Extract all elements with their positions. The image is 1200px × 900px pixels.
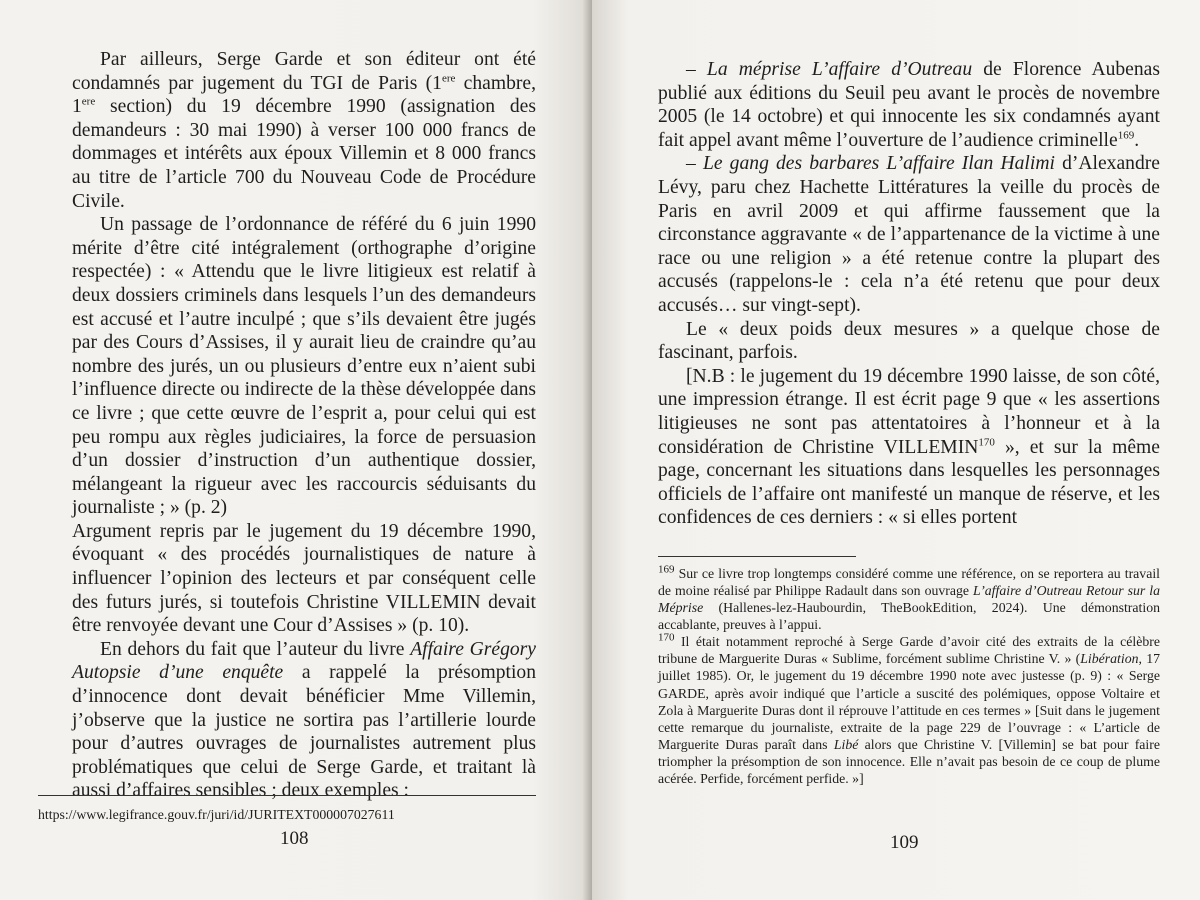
text-run: Argument repris par le jugement du 19 décembre 1990, évoquant « des procédés journalistiques de nature à influencer l’opinion des lecteurs et par conséquent celle des futurs jurés, si toutefois Christine VILLEMIN devait être renvoyée devant une Cour d’Assises » (p. 10). xyxy=(72,520,536,637)
footnote xyxy=(658,565,1160,633)
paragraph xyxy=(658,58,1160,152)
italic-text: Affaire Grégory Autopsie d’une enquête xyxy=(72,638,537,684)
paragraph xyxy=(658,318,1160,365)
footnote-ref: ere xyxy=(81,95,96,108)
text-run: Il était notamment reproché à Serge Garde d’avoir cité des extraits de la célèbre tribune de Marguerite Duras « Sublime, forcément sublime Christine V. » ( xyxy=(658,634,1160,667)
right-page xyxy=(592,0,1200,900)
text-run: , 17 juillet 1985). Or, le jugement du 19 décembre 1990 note avec justesse (p. 9) : « Serge GARDE, après avoir indiqué que l’article a suscité des polémiques, oppose Voltaire et Zola à Marguerite Duras dont il réprouve l’attitude en ces termes » [Suit dans le jugement cette remarque du journaliste, extraite de la page 229 de l’ouvrage : « L’article de Marguerite Duras paraît dans xyxy=(658,651,1160,752)
paragraph xyxy=(72,213,536,520)
text-run: – xyxy=(686,153,703,175)
text-run: . xyxy=(1134,129,1140,151)
footnote-ref: 170 xyxy=(978,435,995,448)
footnote-separator xyxy=(38,795,536,796)
italic-text: L’affaire d’Outreau Retour sur la Méprise xyxy=(658,582,1160,616)
italic-text: Libération xyxy=(1080,651,1139,667)
text-run: (Hallenes-lez-Haubourdin, TheBookEdition, 2024). Une démonstration accablante, preuves à l’appui. xyxy=(658,600,1160,633)
italic-text: Libé xyxy=(833,736,859,752)
text-run: – xyxy=(686,59,707,80)
text-run: », et sur la même page, concernant les situations dans lesquelles les personnages officiels de l’affaire ont manifesté un manque de réserve, et les confidences de ces derniers : « si elles portent xyxy=(658,436,1160,529)
footnote-url: https://www.legifrance.gouv.fr/juri/id/JURITEXT000007027611 xyxy=(38,807,395,822)
text-run: chambre, 1 xyxy=(72,72,537,118)
text-run: En dehors du fait que l’auteur du livre xyxy=(100,638,411,660)
paragraph xyxy=(72,520,536,638)
italic-text: Le gang des barbares L’affaire Ilan Halimi xyxy=(702,153,1055,175)
footnote-ref: 169 xyxy=(1117,129,1135,142)
text-run: Par ailleurs, Serge Garde et son éditeur ont été condamnés par jugement du TGI de Paris (1 xyxy=(72,49,536,94)
footnote-ref: 169 xyxy=(658,563,675,576)
footnotes xyxy=(658,565,1160,787)
left-page-body-text xyxy=(72,48,536,803)
text-run: Le « deux poids deux mesures » a quelque chose de fascinant, parfois. xyxy=(658,318,1160,364)
text-run: de Florence Aubenas publié aux éditions du Seuil peu avant le procès de novembre 2005 (le 14 octobre) et qui innocente les six condamnés ayant fait appel avant même l’ouverture de l’audience criminelle xyxy=(658,59,1160,151)
page-number-right: 109 xyxy=(890,832,919,853)
italic-text: La méprise L’affaire d’Outreau xyxy=(706,59,973,80)
text-run: Un passage de l’ordonnance de référé du 6 juin 1990 mérite d’être cité intégralement (orthographe d’origine respectée) : « Attendu que le livre litigieux est relatif à deux dossiers criminels dans lesquels l’un des demandeurs est accusé et l’autre inculpé ; que s’ils devaient être jugés par des Cours d’Assises, il y aurait lieu de craindre qu’au nombre des jurés, un ou plusieurs d’entre eux n’aient subi l’influence directe ou indirecte de la thèse développée dans ce livre ; que cette œuvre de l’esprit a, pour celui qui est peu rompu aux règles judiciaires, la force de persuasion d’un dossier d’instruction d’un authentique dossier, mélangeant la rigueur avec les raccourcis séduisants du journaliste ; » (p. 2) xyxy=(72,214,536,519)
footnote-ref: 170 xyxy=(658,631,675,644)
paragraph xyxy=(72,638,536,803)
footnote xyxy=(658,633,1160,787)
text-run: section) du 19 décembre 1990 (assignation des demandeurs : 30 mai 1990) à verser 100 000 francs de dommages et intérêts aux époux Villemin et 8 000 francs au titre de l’article 700 du Nouveau Code de Procédure Civile. xyxy=(72,96,536,212)
text-run: a rappelé la présomption d’innocence dont devait bénéficier Mme Villemin, j’observe que la justice ne sortira pas l’artillerie lourde pour d’autres ouvrages de journalistes autrement plus problématiques que celui de Serge Garde, et traitant là aussi d’affaires sensibles ; deux exemples : xyxy=(72,662,537,802)
right-page-body-text xyxy=(658,58,1160,530)
paragraph xyxy=(658,365,1160,530)
footnote-ref: ere xyxy=(441,72,456,85)
paragraph xyxy=(72,48,536,213)
text-run: d’Alexandre Lévy, paru chez Hachette Littératures la veille du procès de Paris en avril 2009 et qui affirme faussement que la circonstance aggravante « de l’appartenance de la victime à une race ou une religion » a été retenue contre la plupart des accusés (rappelons-le : cela n’a été retenu que pour deux accusés… sur vingt-sept). xyxy=(658,153,1160,316)
footnote-separator xyxy=(658,556,856,557)
left-page xyxy=(0,0,592,900)
paragraph xyxy=(658,152,1160,317)
text-run: [N.B : le jugement du 19 décembre 1990 laisse, de son côté, une impression étrange. Il est écrit page 9 que « les assertions litigieuses ne sont pas attentatoires à l’honneur et à la considération de Christine VILLEMIN xyxy=(658,365,1160,458)
text-run: alors que Christine V. [Villemin] se bat pour faire triompher la présomption de son innocence. Elle n’avait pas besoin de ce coup de plume acérée. Perfide, forcément perfide. »] xyxy=(658,736,1160,786)
page-number-left: 108 xyxy=(280,828,309,849)
text-run: Sur ce livre trop longtemps considéré comme une référence, on se reportera au travail de moine réalisé par Philippe Radault dans son ouvrage xyxy=(658,565,1160,598)
